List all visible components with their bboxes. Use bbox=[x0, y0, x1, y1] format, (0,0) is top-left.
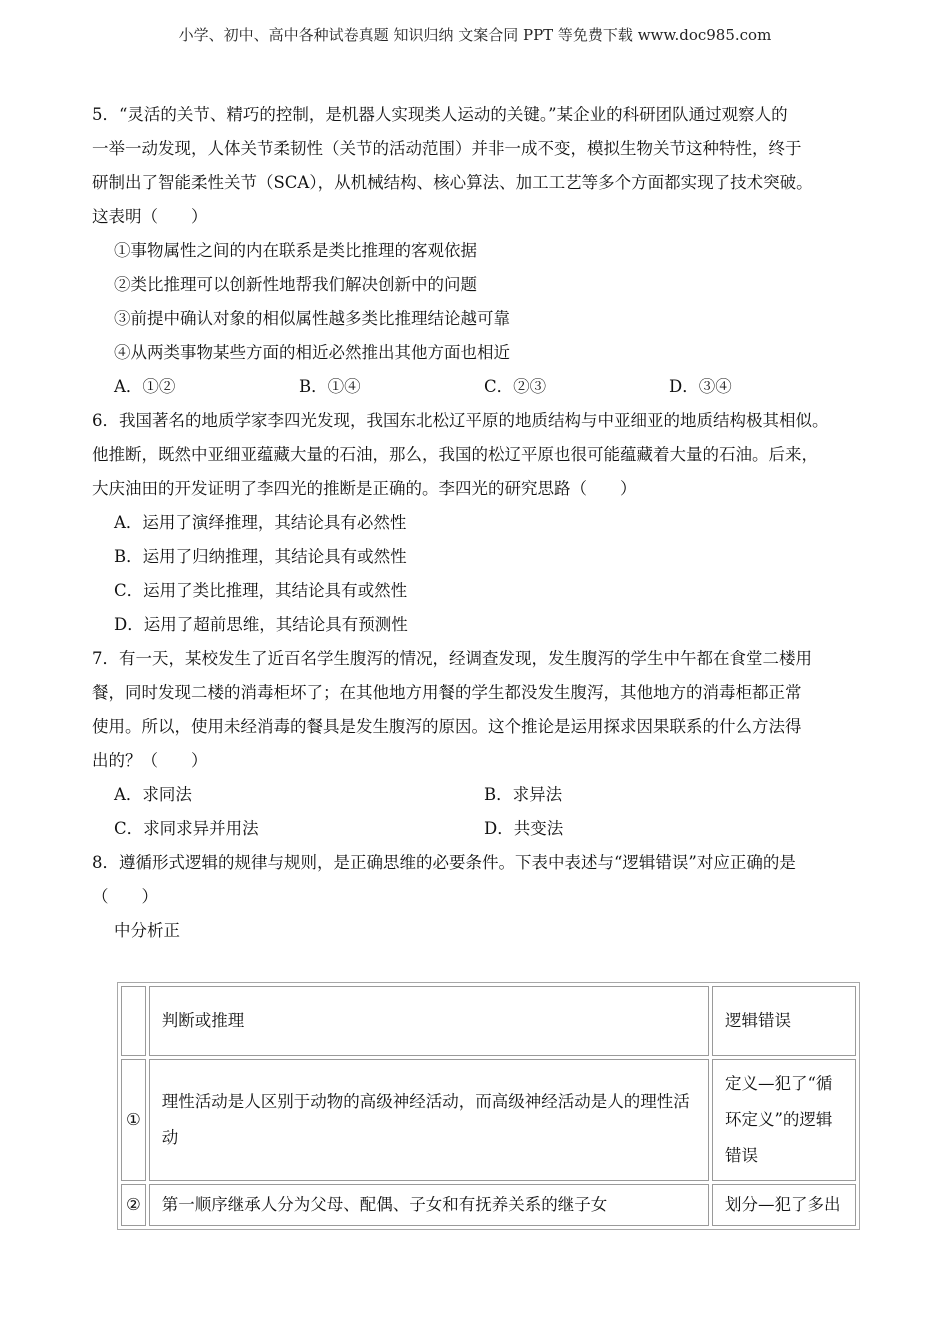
table-header-cell bbox=[121, 986, 146, 1056]
question-5-item: ①事物属性之间的内在联系是类比推理的客观依据 bbox=[114, 241, 477, 260]
question-7-line: 使用。所以，使用未经消毒的餐具是发生腹泻的原因。这个推论是运用探求因果联系的什么方法得 bbox=[92, 717, 802, 736]
question-6 bbox=[92, 404, 862, 642]
question-5-item: ②类比推理可以创新性地帮我们解决创新中的问题 bbox=[114, 275, 477, 294]
table-header-cell: 逻辑错误 bbox=[712, 986, 856, 1056]
table-cell: ① bbox=[121, 1059, 146, 1181]
question-5-options bbox=[92, 370, 862, 404]
question-6-line: 大庆油田的开发证明了李四光的推断是正确的。李四光的研究思路（ ） bbox=[92, 479, 637, 498]
table-cell: 划分—犯了多出 bbox=[712, 1184, 856, 1226]
option-a: A．运用了演绎推理，其结论具有必然性 bbox=[114, 513, 407, 532]
question-7-options-row bbox=[92, 778, 862, 812]
option-b: B．①④ bbox=[299, 377, 361, 396]
question-5-line: 5．“灵活的关节、精巧的控制，是机器人实现类人运动的关键。”某企业的科研团队通过观察人的 bbox=[92, 105, 788, 124]
question-6-line: 6．我国著名的地质学家李四光发现，我国东北松辽平原的地质结构与中亚细亚的地质结构极其相似。 bbox=[92, 411, 829, 430]
question-6-line: 他推断，既然中亚细亚蕴藏大量的石油，那么，我国的松辽平原也很可能蕴藏着大量的石油。后来， bbox=[92, 445, 818, 464]
table-header-row bbox=[121, 986, 856, 1056]
table-cell: 理性活动是人区别于动物的高级神经活动，而高级神经活动是人的理性活动 bbox=[149, 1059, 709, 1181]
option-a: A．求同法 bbox=[114, 785, 192, 804]
table-cell: 定义—犯了“循环定义”的逻辑错误 bbox=[712, 1059, 856, 1181]
option-c: C．求同求异并用法 bbox=[114, 819, 259, 838]
table-cell: 第一顺序继承人分为父母、配偶、子女和有抚养关系的继子女 bbox=[149, 1184, 709, 1226]
table-row bbox=[121, 1059, 856, 1181]
option-d: D．③④ bbox=[669, 377, 732, 396]
question-5-item: ③前提中确认对象的相似属性越多类比推理结论越可靠 bbox=[114, 309, 510, 328]
table-cell: ② bbox=[121, 1184, 146, 1226]
option-d: D．运用了超前思维，其结论具有预测性 bbox=[114, 615, 408, 634]
question-5-line: 研制出了智能柔性关节（SCA），从机械结构、核心算法、加工工艺等多个方面都实现了技术突破。 bbox=[92, 173, 813, 192]
table-row bbox=[121, 1184, 856, 1226]
question-7-options-row bbox=[92, 812, 862, 846]
question-7-line: 出的？（ ） bbox=[92, 751, 208, 770]
question-7-line: 餐，同时发现二楼的消毒柜坏了；在其他地方用餐的学生都没发生腹泻，其他地方的消毒柜都正常 bbox=[92, 683, 802, 702]
table-header-cell: 判断或推理 bbox=[149, 986, 709, 1056]
page-header: 小学、初中、高中各种试卷真题 知识归纳 文案合同 PPT 等免费下载 www.doc985.com bbox=[178, 26, 772, 44]
question-7 bbox=[92, 642, 862, 846]
document-body bbox=[92, 98, 862, 948]
option-b: B．求异法 bbox=[484, 785, 563, 804]
question-8-line: （ ） bbox=[92, 887, 158, 906]
question-5-line: 一举一动发现，人体关节柔韧性（关节的活动范围）并非一成不变，模拟生物关节这种特性，终于 bbox=[92, 139, 802, 158]
question-7-line: 7．有一天，某校发生了近百名学生腹泻的情况，经调查发现，发生腹泻的学生中午都在食堂二楼用 bbox=[92, 649, 812, 668]
option-a: A．①② bbox=[114, 377, 176, 396]
logic-table bbox=[117, 982, 860, 1230]
question-5-line: 这表明（ ） bbox=[92, 207, 208, 226]
option-b: B．运用了归纳推理，其结论具有或然性 bbox=[114, 547, 407, 566]
question-8-line: 8．遵循形式逻辑的规律与规则，是正确思维的必要条件。下表中表述与“逻辑错误”对应正确的是 bbox=[92, 853, 796, 872]
question-8 bbox=[92, 846, 862, 948]
option-c: C．运用了类比推理，其结论具有或然性 bbox=[114, 581, 408, 600]
question-5 bbox=[92, 98, 862, 404]
question-5-item: ④从两类事物某些方面的相近必然推出其他方面也相近 bbox=[114, 343, 510, 362]
option-c: C．②③ bbox=[484, 377, 547, 396]
option-d: D．共变法 bbox=[484, 819, 564, 838]
table-caption: 中分析正 bbox=[114, 921, 180, 940]
